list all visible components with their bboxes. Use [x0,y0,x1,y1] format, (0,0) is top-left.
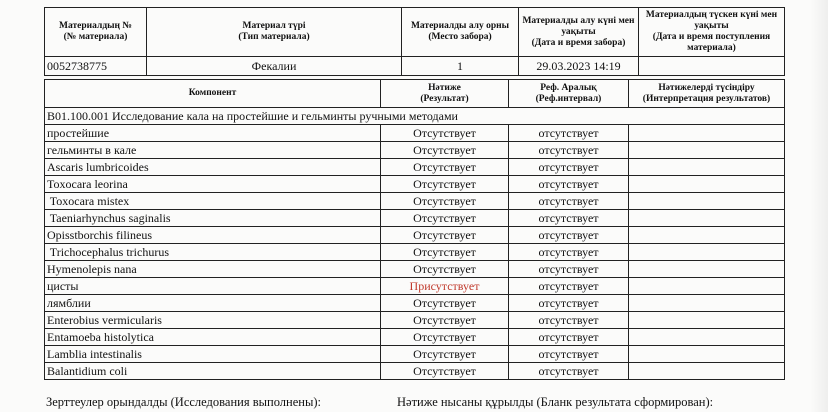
results-interpretation-cell [629,142,785,159]
header-reference: Реф. Аралық (Реф.интервал) [509,80,629,108]
table-row [45,176,785,193]
table-row [45,142,785,159]
results-reference-cell: отсутствует [509,261,629,278]
results-interpretation-cell [629,261,785,278]
results-reference-cell: отсутствует [509,210,629,227]
results-interpretation-cell [629,125,785,142]
results-interpretation-cell [629,244,785,261]
results-interpretation-cell [629,278,785,295]
results-reference-cell: отсутствует [509,159,629,176]
results-interpretation-cell [629,295,785,312]
table-row [45,329,785,346]
header-result: Нәтиже (Результат) [381,80,509,108]
table-row [45,159,785,176]
table-row [45,278,785,295]
results-reference-cell: отсутствует [509,278,629,295]
collection-datetime: 29.03.2023 14:19 [519,57,639,76]
header-material-type: Материал түрі (Тип материала) [147,8,402,57]
results-component-cell: Hymenolepis nana [45,261,381,278]
results-component-cell: Ascaris lumbricoides [45,159,381,176]
results-reference-cell: отсутствует [509,176,629,193]
results-component-cell: Trichocephalus trichurus [45,244,381,261]
header-interpretation: Нәтижелерді түсіндіру (Интерпретация результатов) [629,80,785,108]
results-interpretation-cell [629,210,785,227]
results-reference-cell: отсутствует [509,346,629,363]
results-component-cell: Enterobius vermicularis [45,312,381,329]
table-row [45,244,785,261]
results-value-cell: Отсутствует [381,193,509,210]
receipt-datetime [639,57,785,76]
results-value-cell: Отсутствует [381,159,509,176]
header-collection-place: Материалды алу орны (Место забора) [402,8,519,57]
results-value-cell: Отсутствует [381,346,509,363]
results-component-cell: Toxocara leorina [45,176,381,193]
results-reference-cell: отсутствует [509,193,629,210]
header-collection-datetime: Материалды алу күні мен уақыты (Дата и время забора) [519,8,639,57]
results-value-cell: Отсутствует [381,295,509,312]
results-interpretation-cell [629,346,785,363]
results-value-cell: Присутствует [381,278,509,295]
results-value-cell: Отсутствует [381,261,509,278]
table-row [45,295,785,312]
results-component-cell: Lamblia intestinalis [45,346,381,363]
results-reference-cell: отсутствует [509,125,629,142]
results-table [44,79,785,380]
results-header-row [45,80,785,108]
results-component-cell: цисты [45,278,381,295]
results-value-cell: Отсутствует [381,125,509,142]
results-value-cell: Отсутствует [381,142,509,159]
results-component-cell: Taeniarhynchus saginalis [45,210,381,227]
results-value-cell: Отсутствует [381,210,509,227]
material-number: 0052738775 [45,57,147,76]
table-row [45,346,785,363]
results-interpretation-cell [629,159,785,176]
table-row [45,193,785,210]
results-component-cell: Opisstborchis filineus [45,227,381,244]
results-value-cell: Отсутствует [381,244,509,261]
results-component-cell: простейшие [45,125,381,142]
results-interpretation-cell [629,193,785,210]
results-value-cell: Отсутствует [381,176,509,193]
results-reference-cell: отсутствует [509,363,629,380]
page-edge-shadow [810,0,828,412]
results-interpretation-cell [629,363,785,380]
results-interpretation-cell [629,329,785,346]
results-reference-cell: отсутствует [509,312,629,329]
results-value-cell: Отсутствует [381,312,509,329]
results-interpretation-cell [629,312,785,329]
material-type: Фекалии [147,57,402,76]
table-row [45,312,785,329]
results-component-cell: лямблии [45,295,381,312]
results-reference-cell: отсутствует [509,142,629,159]
results-component-cell: Balantidium coli [45,363,381,380]
material-values-row [45,57,785,76]
footer-form-created-label: Нәтиже нысаны құрылды (Бланк результата сформирован): [397,395,714,409]
results-reference-cell: отсутствует [509,295,629,312]
material-header-row [45,8,785,57]
header-receipt-datetime: Материалдың түскен күні мен уақыты (Дата и время поступления материала) [639,8,785,57]
collection-place: 1 [402,57,519,76]
results-component-cell: Entamoeba histolytica [45,329,381,346]
results-value-cell: Отсутствует [381,227,509,244]
results-component-cell: гельминты в кале [45,142,381,159]
header-component: Компонент [45,80,381,108]
header-material-number: Материалдың № (№ материала) [45,8,147,57]
table-row [45,125,785,142]
results-reference-cell: отсутствует [509,227,629,244]
results-interpretation-cell [629,176,785,193]
table-row [45,210,785,227]
results-value-cell: Отсутствует [381,329,509,346]
material-table [44,7,785,76]
section-title: B01.100.001 Исследование кала на простейшие и гельминты ручными методами [45,108,785,125]
table-row [45,261,785,278]
results-reference-cell: отсутствует [509,244,629,261]
results-component-cell: Toxocara mistex [45,193,381,210]
table-row [45,227,785,244]
results-reference-cell: отсутствует [509,329,629,346]
footer-performed-label: Зерттеулер орындалды (Исследования выполнены): [46,395,321,409]
results-value-cell: Отсутствует [381,363,509,380]
section-row [45,108,785,125]
table-row [45,363,785,380]
results-interpretation-cell [629,227,785,244]
